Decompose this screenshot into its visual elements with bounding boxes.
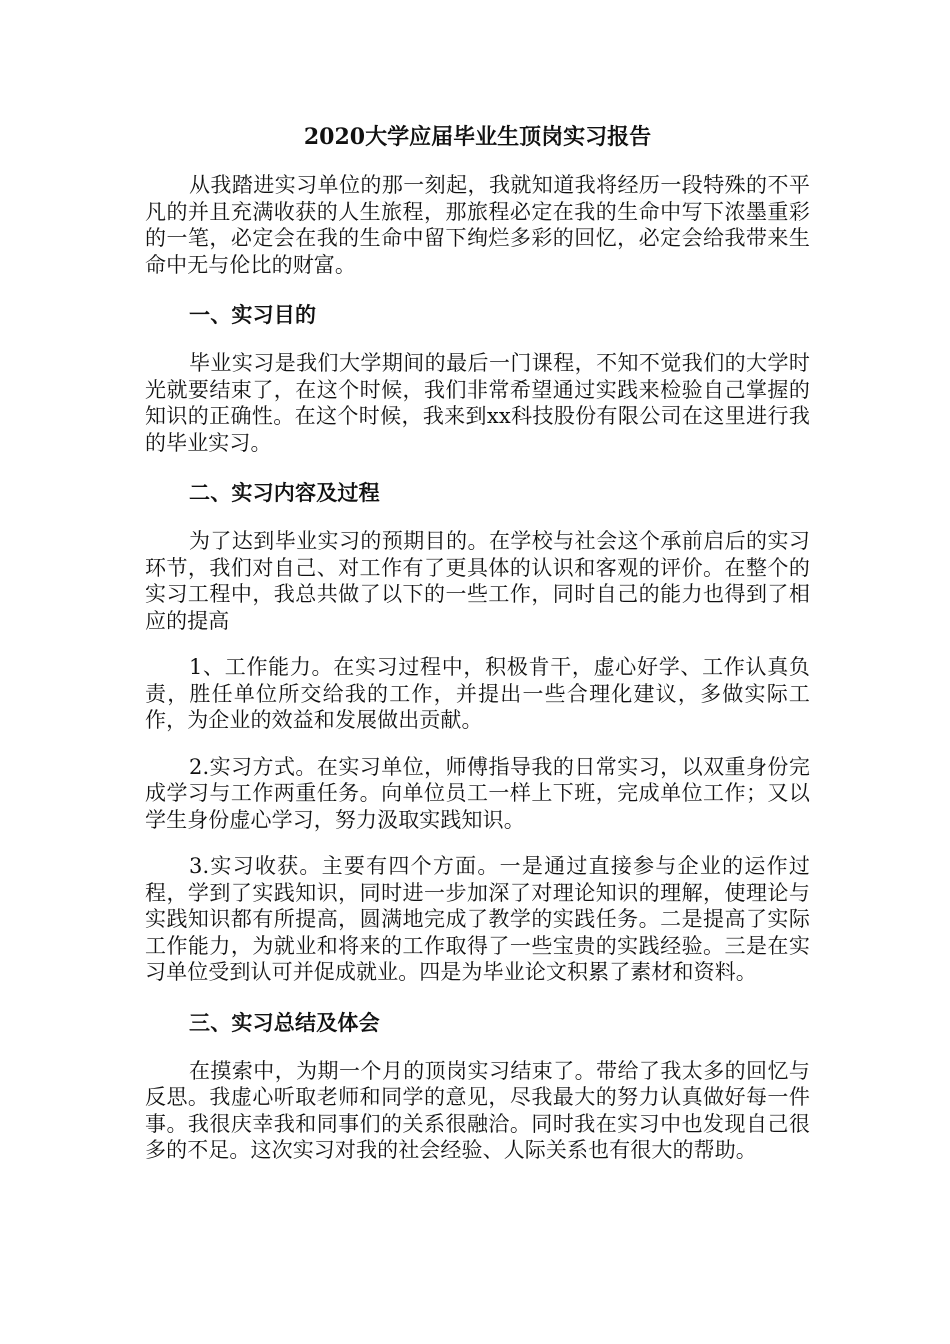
section-gap [145, 330, 810, 350]
section-gap [145, 508, 810, 528]
work-ability-paragraph: 1、工作能力。在实习过程中，积极肯干，虚心好学、工作认真负责，胜任单位所交给我的工作，并提出一些合理化建议，多做实际工作，为企业的效益和发展做出贡献。 [145, 655, 810, 732]
section-gap [145, 278, 810, 300]
content-process-paragraph: 为了达到毕业实习的预期目的。在学校与社会这个承前启后的实习环节，我们对自己、对工作有了更具体的认识和客观的评价。在整个的实习工程中，我总共做了以下的一些工作，同时自己的能力也得到了相应的提高 [145, 529, 810, 633]
document-content [145, 122, 810, 1164]
internship-method-paragraph: 2.实习方式。在实习单位，师傅指导我的日常实习，以双重身份完成学习与工作两重任务。向单位员工一样上下班，完成单位工作；又以学生身份虚心学习，努力汲取实践知识。 [145, 754, 810, 832]
paragraph-gap [145, 634, 810, 654]
section-gap [145, 456, 810, 478]
document-title: 2020大学应届毕业生顶岗实习报告 [303, 124, 652, 150]
section-gap [145, 1038, 810, 1058]
section-heading-content-process: 二、实习内容及过程 [189, 480, 380, 505]
section-heading-summary: 三、实习总结及体会 [189, 1009, 380, 1035]
intro-paragraph: 从我踏进实习单位的那一刻起，我就知道我将经历一段特殊的不平凡的并且充满收获的人生旅程，那旅程必定在我的生命中写下浓墨重彩的一笔，必定会在我的生命中留下绚烂多彩的回忆，必定会给我带来生命中无与伦比的财富。 [145, 173, 810, 277]
section-heading-purpose: 一、实习目的 [189, 302, 317, 327]
summary-paragraph: 在摸索中，为期一个月的顶岗实习结束了。带给了我太多的回忆与反思。我虚心听取老师和同学的意见，尽我最大的努力认真做好每一件事。我很庆幸我和同事们的关系很融洽。同时我在实习中也发现自己很多的不足。这次实习对我的社会经验、人际关系也有很大的帮助。 [145, 1058, 810, 1162]
purpose-paragraph: 毕业实习是我们大学期间的最后一门课程，不知不觉我们的大学时光就要结束了，在这个时候，我们非常希望通过实践来检验自己掌握的知识的正确性。在这个时候，我来到xx科技股份有限公司在这里进行我的毕业实习。 [145, 351, 810, 455]
paragraph-gap [145, 734, 810, 754]
section-gap [145, 986, 810, 1008]
paragraph-gap [145, 833, 810, 853]
internship-gains-paragraph: 3.实习收获。主要有四个方面。一是通过直接参与企业的运作过程，学到了实践知识，同时进一步加深了对理论知识的理解，使理论与实践知识都有所提高，圆满地完成了教学的实践任务。二是提高了实际工作能力，为就业和将来的工作取得了一些宝贵的实践经验。三是在实习单位受到认可并促成就业。四是为毕业论文积累了素材和资料。 [145, 854, 810, 984]
